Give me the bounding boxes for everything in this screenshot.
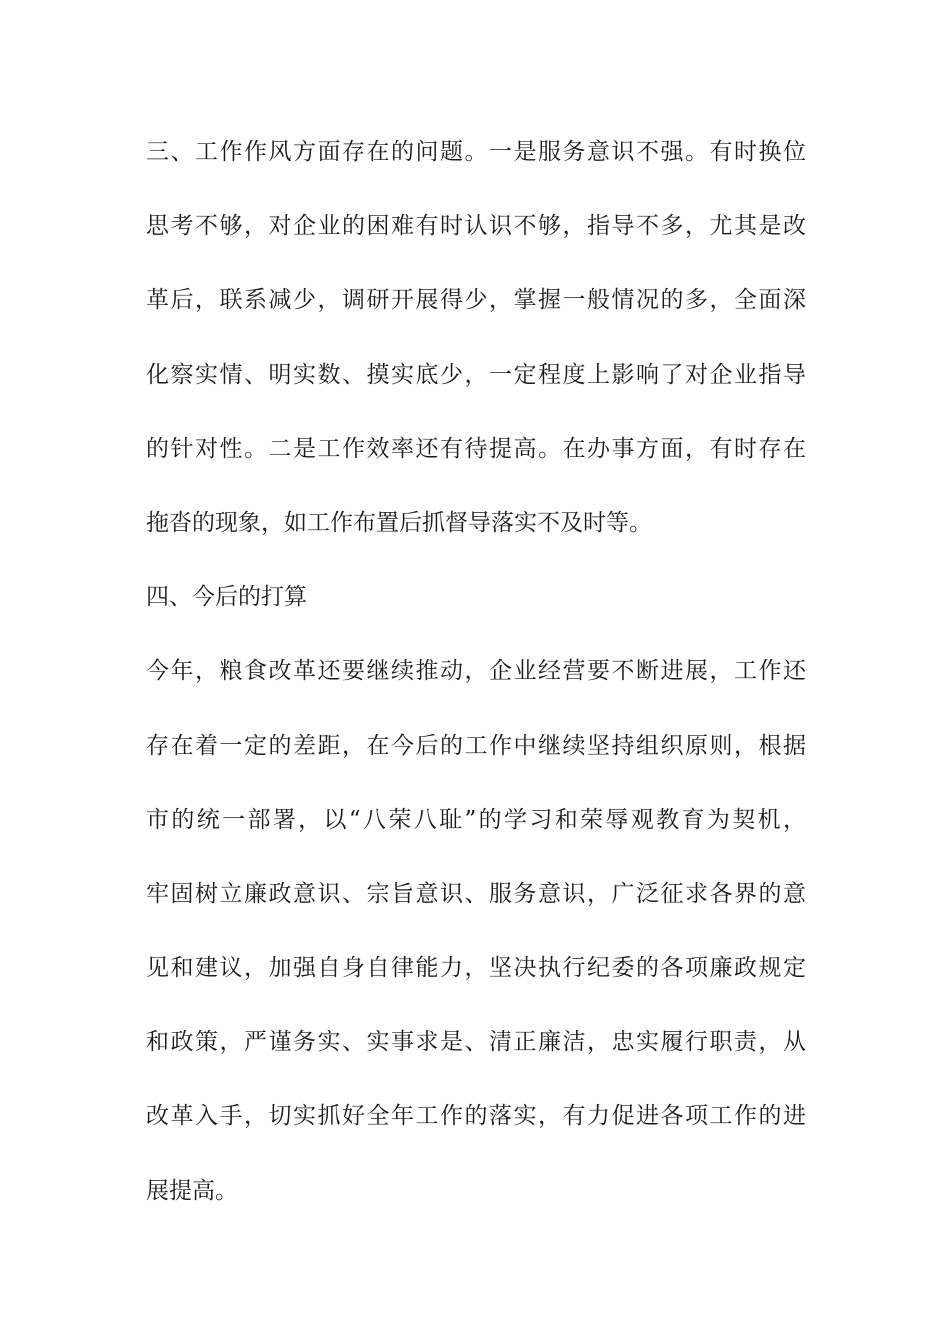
section-heading: 四、今后的打算 [146, 584, 307, 611]
paragraph-line: 今年，粮食改革还要继续推动，企业经营要不断进展，工作还 [146, 658, 806, 685]
paragraph-line: 化察实情、明实数、摸实底少，一定程度上影响了对企业指导 [146, 361, 806, 388]
paragraph-line: 和政策，严谨务实、实事求是、清正廉洁，忠实履行职责，从 [146, 1029, 806, 1056]
document-body [146, 127, 806, 1240]
paragraph-line: 市的统一部署，以“八荣八耻”的学习和荣辱观教育为契机， [146, 806, 806, 833]
paragraph-line: 见和建议，加强自身自律能力，坚决执行纪委的各项廉政规定 [146, 955, 806, 982]
paragraph-line: 拖沓的现象，如工作布置后抓督导落实不及时等。 [146, 509, 652, 536]
paragraph-line: 三、工作作风方面存在的问题。一是服务意识不强。有时换位 [146, 139, 806, 165]
paragraph-line: 改革入手，切实抓好全年工作的落实，有力促进各项工作的进 [146, 1103, 806, 1130]
paragraph-line: 革后，联系减少，调研开展得少，掌握一般情况的多，全面深 [146, 287, 806, 314]
paragraph-line: 存在着一定的差距，在今后的工作中继续坚持组织原则，根据 [146, 732, 806, 759]
paragraph-line: 的针对性。二是工作效率还有待提高。在办事方面，有时存在 [146, 435, 806, 462]
paragraph-line: 牢固树立廉政意识、宗旨意识、服务意识，广泛征求各界的意 [146, 880, 806, 907]
paragraph-line: 思考不够，对企业的困难有时认识不够，指导不多，尤其是改 [146, 213, 806, 240]
paragraph-line: 展提高。 [146, 1177, 238, 1204]
